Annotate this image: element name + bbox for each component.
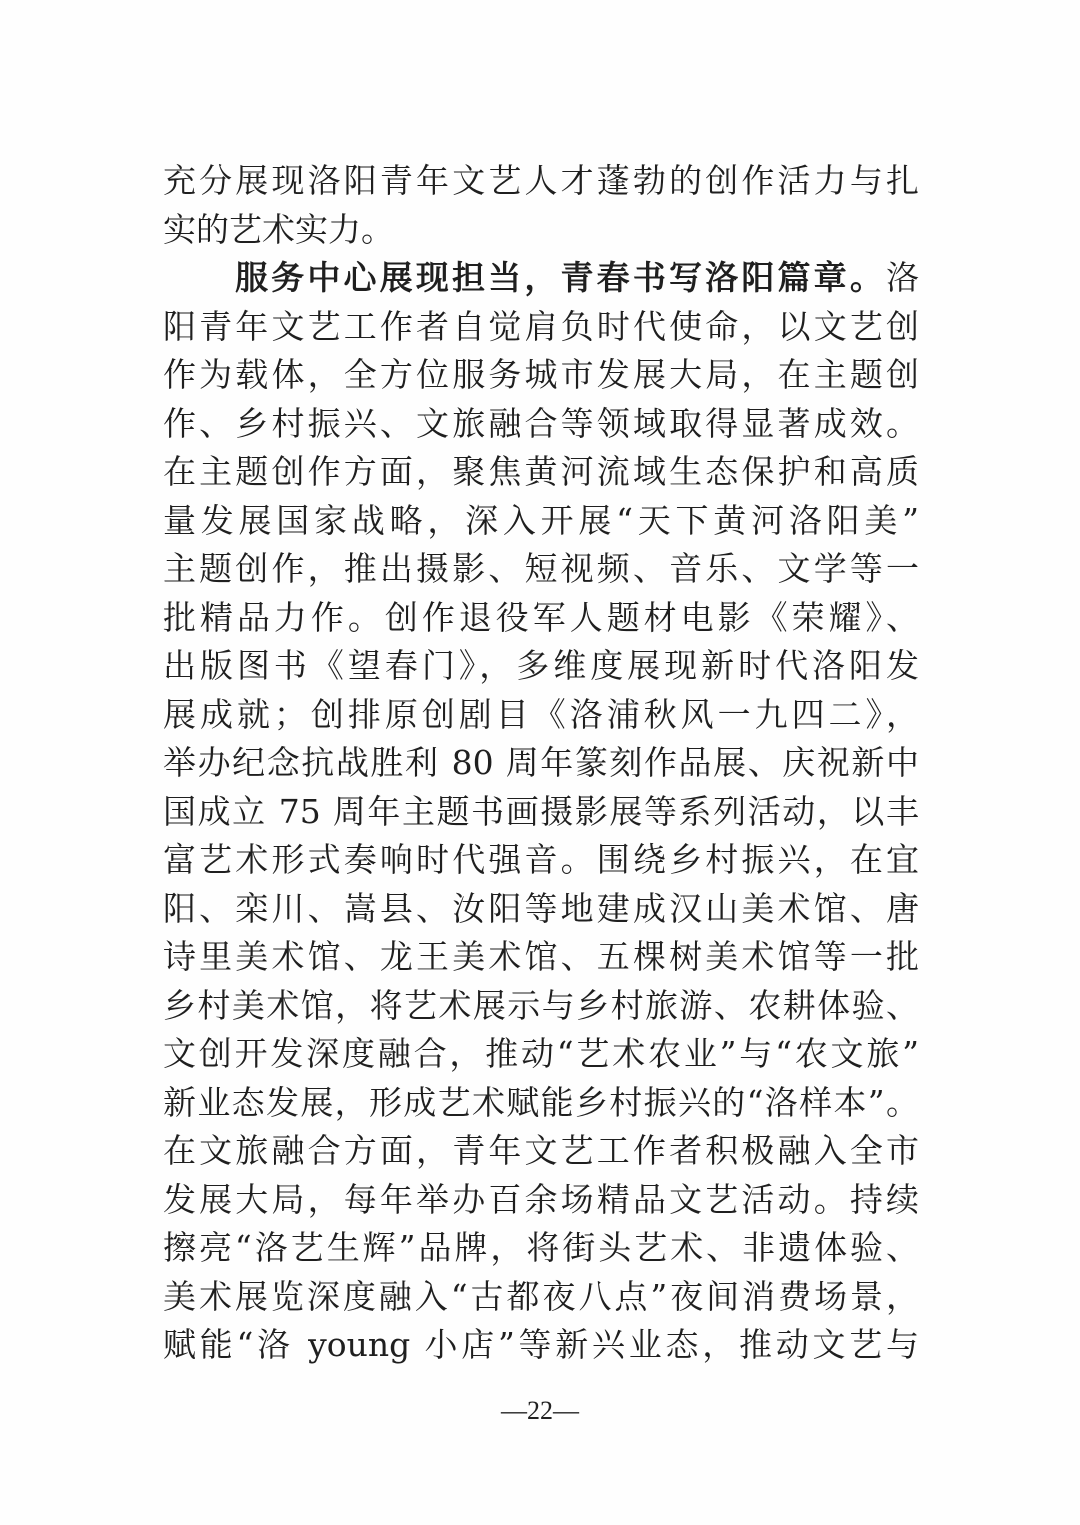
page-number: —22— xyxy=(501,1396,579,1425)
text-line: 擦亮“洛艺生辉”品牌，将街头艺术、非遗体验、 xyxy=(163,1228,919,1267)
paragraph-heading: 服务中心展现担当，青春书写洛阳篇章。 xyxy=(235,258,886,297)
text-line: 发展大局，每年举办百余场精品文艺活动。持续 xyxy=(163,1179,919,1219)
body-text xyxy=(163,157,919,1370)
text-line: 阳青年文艺工作者自觉肩负时代使命，以文艺创 xyxy=(163,306,919,346)
text-line: 展成就；创排原创剧目《洛浦秋风一九四二》， xyxy=(163,694,919,734)
text-line: 在文旅融合方面，青年文艺工作者积极融入全市 xyxy=(163,1131,919,1170)
text-line: 文创开发深度融合，推动“艺术农业”与“农文旅” xyxy=(163,1034,919,1073)
text-line: 富艺术形式奏响时代强音。围绕乡村振兴，在宜 xyxy=(163,840,919,879)
text-line: 新业态发展，形成艺术赋能乡村振兴的“洛样本”。 xyxy=(163,1082,919,1122)
text-line: 国成立 75 周年主题书画摄影展等系列活动，以丰 xyxy=(163,791,919,831)
text-line: 作、乡村振兴、文旅融合等领域取得显著成效。 xyxy=(163,403,919,443)
paragraph-heading-line xyxy=(163,254,919,303)
text-line: 充分展现洛阳青年文艺人才蓬勃的创作活力与扎 xyxy=(163,161,919,200)
text-line: 量发展国家战略，深入开展“天下黄河洛阳美” xyxy=(163,500,919,540)
text-line: 阳、栾川、嵩县、汝阳等地建成汉山美术馆、唐 xyxy=(163,888,919,928)
text-line: 乡村美术馆，将艺术展示与乡村旅游、农耕体验、 xyxy=(163,985,919,1025)
text-fragment: 洛 xyxy=(886,258,919,297)
text-line: 主题创作，推出摄影、短视频、音乐、文学等一 xyxy=(163,549,919,588)
text-line: 举办纪念抗战胜利 80 周年篆刻作品展、庆祝新中 xyxy=(163,743,919,782)
text-line: 实的艺术实力。 xyxy=(163,209,394,249)
text-line: 作为载体，全方位服务城市发展大局，在主题创 xyxy=(163,355,919,394)
text-line: 在主题创作方面，聚焦黄河流域生态保护和高质 xyxy=(163,452,919,491)
text-line: 批精品力作。创作退役军人题材电影《荣耀》、 xyxy=(163,597,919,637)
text-line: 诗里美术馆、龙王美术馆、五棵树美术馆等一批 xyxy=(163,937,919,976)
text-line: 美术展览深度融入“古都夜八点”夜间消费场景， xyxy=(163,1276,919,1316)
text-line: 出版图书《望春门》，多维度展现新时代洛阳发 xyxy=(163,646,919,685)
text-line: 赋能“洛 young 小店”等新兴业态，推动文艺与 xyxy=(163,1325,919,1364)
